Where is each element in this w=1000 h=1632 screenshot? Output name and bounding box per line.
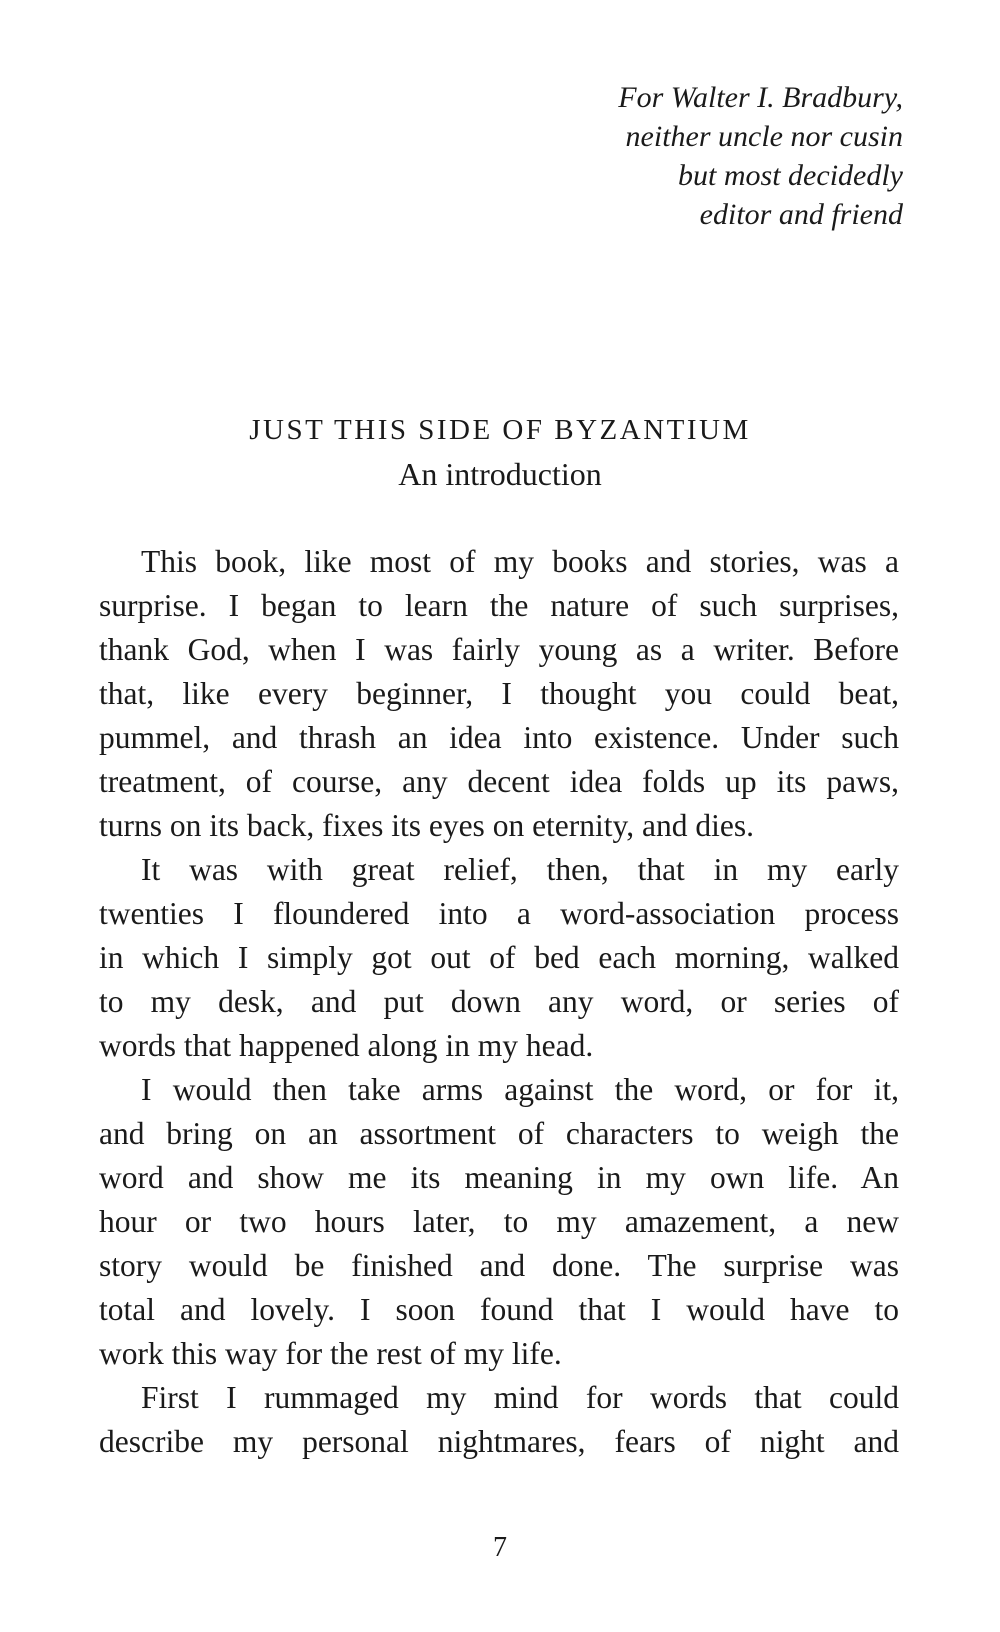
text-line: twenties I floundered into a word-association process bbox=[99, 896, 899, 931]
page-number: 7 bbox=[493, 1532, 507, 1563]
text-line: story would be finished and done. The surprise was bbox=[99, 1248, 899, 1283]
text-line: It was with great relief, then, that in my early bbox=[141, 852, 899, 887]
dedication-line: editor and friend bbox=[699, 198, 903, 231]
chapter-heading bbox=[0, 408, 1000, 496]
text-line: This book, like most of my books and stories, was a bbox=[141, 544, 899, 579]
text-line: total and lovely. I soon found that I would have to bbox=[99, 1292, 899, 1327]
dedication bbox=[618, 78, 903, 234]
text-line: I would then take arms against the word, or for it, bbox=[141, 1072, 899, 1107]
dedication-line: For Walter I. Bradbury, bbox=[618, 81, 903, 114]
text-line: First I rummaged my mind for words that could bbox=[141, 1380, 899, 1415]
text-line: word and show me its meaning in my own life. An bbox=[99, 1160, 899, 1195]
text-line: in which I simply got out of bed each morning, walked bbox=[99, 940, 899, 975]
text-line: work this way for the rest of my life. bbox=[99, 1336, 562, 1371]
text-line: to my desk, and put down any word, or series of bbox=[99, 984, 899, 1019]
chapter-subtitle: An introduction bbox=[398, 456, 602, 492]
text-line: describe my personal nightmares, fears of night and bbox=[99, 1424, 899, 1459]
text-line: turns on its back, fixes its eyes on eternity, and dies. bbox=[99, 808, 754, 843]
chapter-title: JUST THIS SIDE OF BYZANTIUM bbox=[249, 414, 751, 446]
text-line: thank God, when I was fairly young as a writer. Before bbox=[99, 632, 899, 667]
text-line: that, like every beginner, I thought you could beat, bbox=[99, 676, 899, 711]
dedication-line: but most decidedly bbox=[678, 159, 903, 192]
text-line: words that happened along in my head. bbox=[99, 1028, 594, 1063]
text-line: pummel, and thrash an idea into existence. Under such bbox=[99, 720, 899, 755]
text-line: surprise. I began to learn the nature of such surprises, bbox=[99, 588, 899, 623]
text-line: treatment, of course, any decent idea folds up its paws, bbox=[99, 764, 899, 799]
dedication-line: neither uncle nor cusin bbox=[625, 120, 903, 153]
text-line: and bring on an assortment of characters to weigh the bbox=[99, 1116, 899, 1151]
body-text bbox=[99, 540, 899, 1464]
text-line: hour or two hours later, to my amazement, a new bbox=[99, 1204, 899, 1239]
